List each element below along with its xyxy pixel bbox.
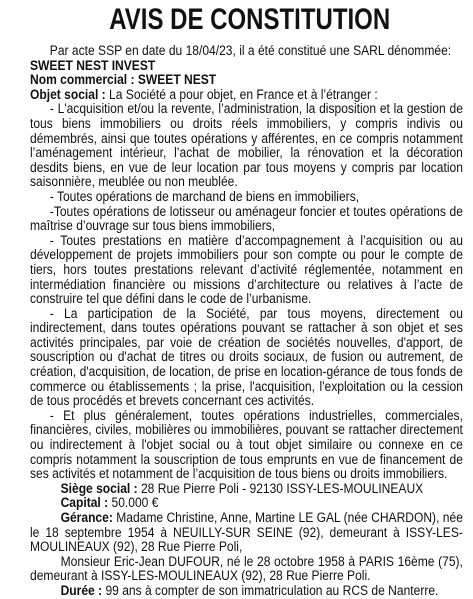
gerance-second-manager: Monsieur Eric-Jean DUFOUR, né le 28 octobre 1958 à PARIS 16ème (75), demeurant à ISSY-LES-MOULINEAUX (92), 28 Rue Pierre Poli. [30, 553, 463, 584]
siege-paragraph [30, 482, 463, 497]
objet-item: -Toutes opérations de lotisseur ou aménageur foncier et toutes opérations de maîtrise d’ouvrage sur tous biens immobiliers, [30, 203, 463, 234]
objet-item: - Et plus généralement, toutes opérations industrielles, commerciales, financières, civiles, mobilières ou immobilières, pouvant se rattacher directement ou indirectement à l'objet social ou à tout objet similaire ou connexe en ce compris notamment la souscription de tous emprunts en vue de financement de ses activités et notamment de l’acquisition de tous biens ou droits immobiliers. [30, 407, 463, 482]
objet-item: - Toutes prestations en matière d’accompagnement à l’acquisition ou au développement de projets immobiliers pour son compte ou pour le compte de tiers, hors toutes prestations relevant d’activité réglementée, notamment en intermédiation financière ou missions d’architecture ou relatives à l’acte de construire tel que défini dans le code de l’urbanisme. [30, 232, 463, 307]
objet-paragraph [30, 88, 463, 103]
siege-text: 28 Rue Pierre Poli - 92130 ISSY-LES-MOULINEAUX [137, 480, 424, 496]
gerance-paragraph [30, 511, 463, 555]
company-name: SWEET NEST INVEST [30, 57, 156, 73]
capital-text: 50.000 € [108, 495, 159, 511]
duree-label: Durée : [60, 582, 103, 598]
objet-item: - La participation de la Société, par tous moyens, directement ou indirectement, dans toutes opérations pouvant se rattacher à son objet et ses activités principales, par voie de création de sociétés nouvelles, d'apport, de souscription ou d'achat de titres ou droits sociaux, de fusion ou autrement, de création, d'acquisition, de location, de prise en location-gérance de tous fonds de commerce ou établissements ; la prise, l'acquisition, l'exploitation ou la cession de tous procédés et brevets concernant ces activités. [30, 305, 463, 409]
siege-label: Siège social : [60, 480, 138, 496]
objet-label: Objet social : [30, 86, 106, 102]
duree-text: 99 ans à compter de son immatriculation au RCS de Nanterre. [102, 582, 439, 598]
capital-label: Capital : [60, 495, 109, 511]
duree-paragraph [30, 584, 463, 599]
intro-paragraph: Par acte SSP en date du 18/04/23, il a été constitué une SARL dénommée: [49, 43, 452, 58]
notice-title: AVIS DE CONSTITUTION [109, 3, 391, 36]
capital-paragraph [30, 496, 463, 511]
notice-body [30, 44, 463, 599]
objet-item: - L'acquisition et/ou la revente, l’administration, la disposition et la gestion de tous biens immobiliers ou droits réels immobiliers, y compris indivis ou démembrés, ainsi que toutes opérations y afférentes, en ce compris notamment l’aménagement intérieur, l’achat de mobilier, la rénovation et la décoration desdits biens, en vue de leur location par tous moyens y compris par location saisonnière, meublée ou non meublée. [30, 101, 463, 190]
objet-item: - Toutes opérations de marchand de biens en immobiliers, [49, 188, 360, 204]
commercial-name: Nom commercial : SWEET NEST [30, 72, 217, 88]
gerance-text: Madame Christine, Anne, Martine LE GAL (née CHARDON), née le 18 septembre 1954 à NEUILLY-SUR SEINE (92), demeurant à ISSY-LES-MOULINEAUX (92), 28 Rue Pierre Poli, [30, 510, 463, 555]
objet-text: La Société a pour objet, en France et à l’étranger : [105, 86, 378, 102]
gerance-label: Gérance: [60, 510, 113, 525]
